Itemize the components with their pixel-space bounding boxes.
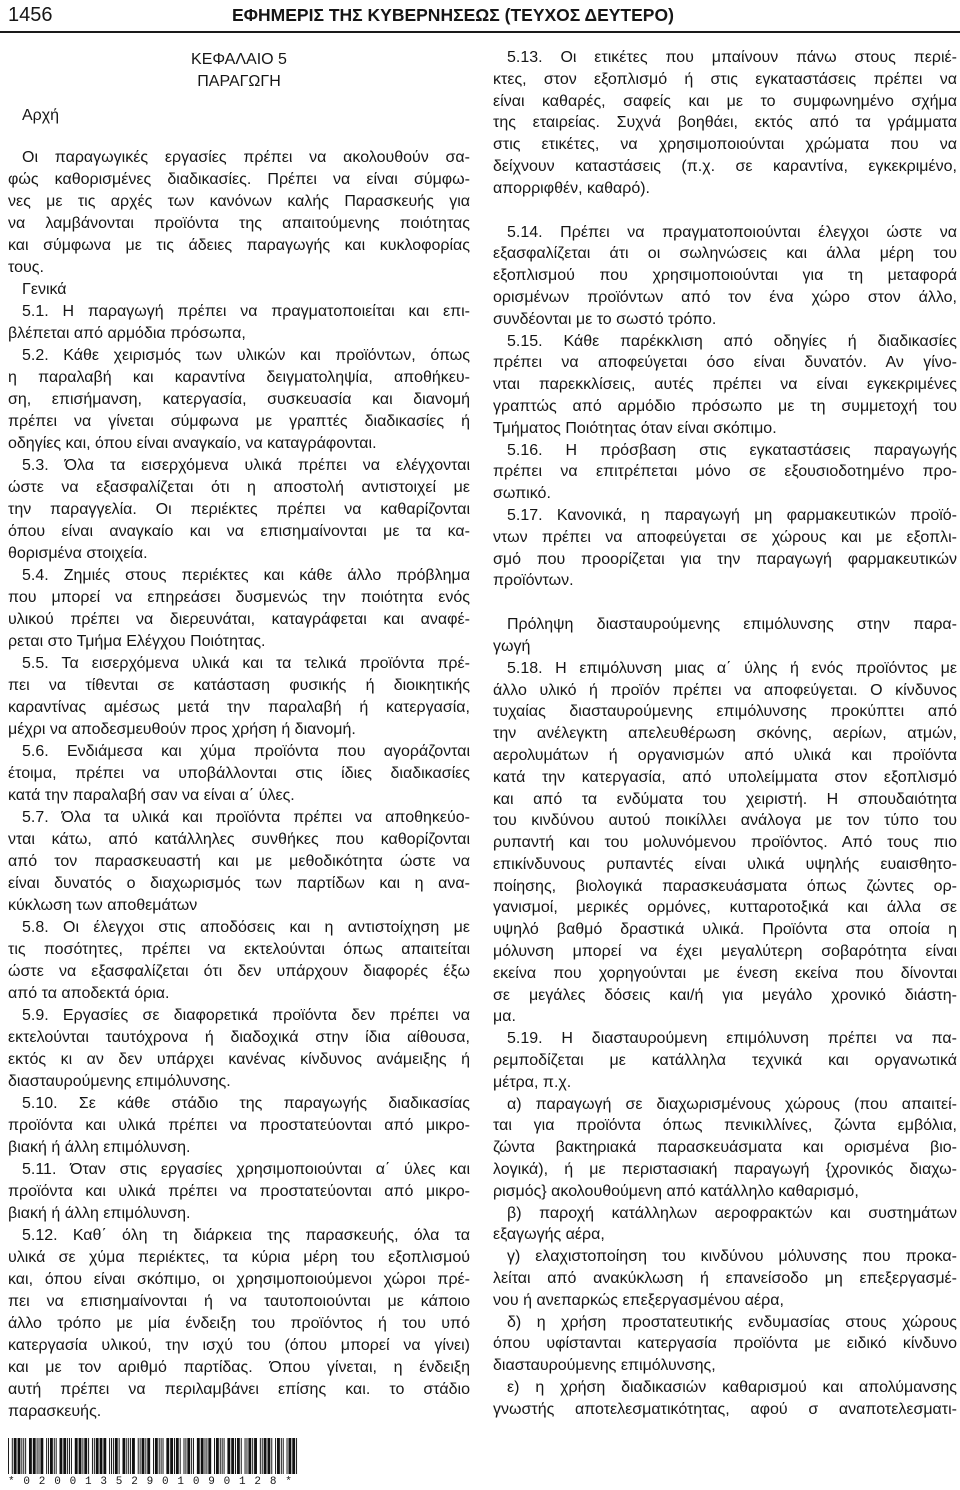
text-line: πει να τίθενται σε κατάσταση φυσικής ή διοικητικής xyxy=(8,677,470,694)
text-line: Οι παραγωγικές εργασίες πρέπει να ακολουθούν σα- xyxy=(22,149,470,166)
barcode-bar xyxy=(231,1438,234,1474)
text-line: μέχρι να αποδεσμευθούν προς χρήση ή διανομή. xyxy=(8,721,356,738)
paragraph-5-11 xyxy=(8,1159,470,1225)
text-line: εξασφαλίζεται άτι οι σωληνώσεις και άλλα μέρη του xyxy=(493,245,957,263)
text-line: βιακή ή άλλη επιμόλυνση. xyxy=(8,1205,191,1222)
barcode-bar xyxy=(147,1438,150,1474)
text-line: 5.17. Κανονικά, η παραγωγή μη φαρμακευτικών προϊό- xyxy=(507,506,957,524)
barcode-bar xyxy=(46,1438,47,1474)
barcode-bar xyxy=(216,1438,219,1474)
text-line: γνωστής αποτελεσματικότητας, αφού σ αναποτελεσματι- xyxy=(493,1400,957,1418)
text-line: κατά την παραλαβή σαν να είναι α΄ ύλες. xyxy=(8,787,295,804)
text-line: οδηγίες και, όπου είναι αναγκαίο, να καταγράφονται. xyxy=(8,435,377,452)
text-line: ώστε να εξασφαλίζεται ότι δεν υπάρχουν διαφορές έξω xyxy=(8,963,470,980)
barcode-bar xyxy=(288,1438,291,1474)
barcode-bar xyxy=(128,1438,129,1474)
text-line: ρισμός} ακολουθούμενη από κατάλληλο καθαρισμό, xyxy=(493,1182,859,1200)
barcode-bar xyxy=(287,1438,288,1474)
barcode-bar xyxy=(187,1438,190,1474)
barcode-bar xyxy=(262,1438,263,1474)
barcode-bar xyxy=(94,1438,95,1474)
text-line: λογικά), ή με περιστασιακή παραγωγή {χρονικός διαχω- xyxy=(493,1161,957,1179)
text-line: φώς καθορισμένες διαδικασίες. Πρέπει να είναι σύμφω- xyxy=(8,171,470,188)
text-line: την παραγγελία. Οι περιέκτες πρέπει να καθαρίζονται xyxy=(8,501,470,518)
barcode-bar xyxy=(145,1438,146,1474)
text-line: υλικά σε χύμα περιέκτες, τα κύρια μέρη του εξοπλισμού xyxy=(8,1249,470,1266)
text-line: μόλυνση μπορεί να έχει μεγαλύτερη σοβαρότητα είναι xyxy=(493,943,957,961)
paragraph-5-1 xyxy=(8,301,470,345)
barcode-bar xyxy=(237,1438,240,1474)
text-line: ποίησης, βιολογικά παρασκευάσματα όπως ζώντες ορ- xyxy=(493,877,957,895)
barcode-bar xyxy=(185,1438,186,1474)
paragraph-5-19-e xyxy=(493,1377,957,1421)
text-line: ρεται στο Τμήμα Ελέγχου Ποιότητας. xyxy=(8,633,266,650)
text-line: όπου είναι αναγκαίο και να επισημαίνονται με τα κα- xyxy=(8,523,470,540)
text-line: αερολυμάτων ή οργανισμών από υλικά και προϊόντα xyxy=(493,746,957,764)
text-line: πρέπει να επιτρέπεται μόνο σε εξουσιοδοτημένο προ- xyxy=(493,463,957,481)
paragraph-5-13 xyxy=(493,47,957,200)
text-line: άλλο υλικό ή προϊόν πρέπει να αποφεύγεται. Ο κίνδυνος xyxy=(493,681,957,699)
text-line: μέτρα, π.χ. xyxy=(493,1073,572,1091)
paragraph-intro xyxy=(8,147,470,279)
text-line: εξαγωγής αέρα, xyxy=(493,1226,605,1244)
heading-line: Αρχή xyxy=(22,107,60,124)
text-line: ζώντα βακτηριακά παρασκευάσματα και ορισμένα βιο- xyxy=(493,1139,957,1157)
barcode-bar xyxy=(56,1438,57,1474)
paragraph-5-16 xyxy=(493,440,957,505)
barcode-bar xyxy=(264,1438,267,1474)
text-line: συνδέονται με το σωστό τρόπο. xyxy=(493,310,717,328)
barcode-bar xyxy=(254,1438,257,1474)
text-line: από τον παρασκευαστή και με μεθοδικότητα ώστε να xyxy=(8,853,470,870)
paragraph-5-5 xyxy=(8,653,470,741)
barcode-bar xyxy=(67,1438,68,1474)
barcode-bar xyxy=(248,1438,251,1474)
barcode-bar xyxy=(140,1438,141,1474)
barcode-bar xyxy=(54,1438,55,1474)
barcode-bar xyxy=(33,1438,36,1474)
text-line: και, όπου είναι σκόπιμο, οι χρησιμοποιούμενοι χώροι πρέ- xyxy=(8,1271,470,1288)
text-line: άλλο τρόπο με μία ένδειξη του προϊόντος ή του υπό xyxy=(8,1315,470,1332)
barcode-bar xyxy=(122,1438,125,1474)
text-line: σμό που προορίζεται για την παραγωγή φαρμακευτικών xyxy=(493,550,957,568)
barcode-bar xyxy=(245,1438,246,1474)
barcode-bar xyxy=(260,1438,261,1474)
section-heading xyxy=(8,105,470,127)
text-line: δ) η χρήση προστατευτικής ενδυμασίας στους χώρους xyxy=(507,1313,957,1331)
text-line: πρέπει να αποφεύγεται όσο είναι δυνατόν. Αν γίνο- xyxy=(493,354,957,372)
barcode-bar xyxy=(214,1438,215,1474)
text-line: γ) ελαχιστοποίηση του κινδύνου μόλυνσης που προκα- xyxy=(507,1248,957,1266)
text-line: είναι καθαρές, σαφείς και με το συμφωνημένο σχήμα xyxy=(493,92,957,110)
section xyxy=(8,279,470,1423)
text-line: ορισμένων προϊόντων από τον ένα χώρο στον άλλο, xyxy=(493,288,957,306)
paragraph-5-9 xyxy=(8,1005,470,1093)
barcode-bar xyxy=(275,1438,276,1474)
text-line: καραντίνας αμέσως μετά την παραλαβή ή κατεργασία, xyxy=(8,699,470,716)
barcode-bar xyxy=(69,1438,70,1474)
barcode-bar xyxy=(142,1438,145,1474)
barcode-bar xyxy=(208,1438,211,1474)
text-line: τους. xyxy=(8,259,44,276)
text-line: υψηλό βαθμό δραστικά υλικά. Προϊόντα στα οποία η xyxy=(493,921,957,939)
text-line: και με τον αριθμό παρτίδας. Όπου γίνεται, η ένδειξη xyxy=(8,1359,470,1376)
text-line: ε) η χρήση διαδικασιών καθαρισμού και απολύμανσης xyxy=(507,1379,957,1397)
page-number: 1456 xyxy=(8,4,53,26)
barcode-bar xyxy=(88,1438,89,1474)
text-line: 5.10. Σε κάθε στάδιο της παραγωγής διαδικασίας xyxy=(22,1095,470,1112)
barcode-bar xyxy=(75,1438,78,1474)
barcode-bar xyxy=(8,1438,9,1474)
barcode-bar xyxy=(71,1438,72,1474)
right-column-body xyxy=(493,47,957,1421)
text-line: 5.12. Καθ΄ όλη τη διάρκεια της παρασκευής, όλα τα xyxy=(22,1227,470,1244)
section-heading xyxy=(8,279,470,301)
text-line: του κινδύνου αυτού ποικίλλει ανάλογα με τον τύπο του xyxy=(493,812,957,830)
text-line: δείχνουν καταστάσεις (π.χ. σε καραντίνα, εγκεκριμένο, xyxy=(493,157,957,175)
barcode-bar xyxy=(193,1438,194,1474)
text-line: βλέπεται από αρμόδια πρόσωπα, xyxy=(8,325,246,342)
text-line: της εταιρείας. Συχνά βοηθάει, εκτός από τα γράμματα xyxy=(493,114,957,132)
barcode-bar xyxy=(132,1438,135,1474)
text-line: γραπτώς από αρμόδιο πρόσωπο με τη συμμετοχή του xyxy=(493,397,957,415)
text-line: ται για προϊόντα όπως πενικιλλίνες, ζώντα εμβόλια, xyxy=(493,1117,957,1135)
barcode xyxy=(8,1438,298,1474)
right-column xyxy=(493,47,957,1421)
text-line: 5.5. Τα εισερχόμενα υλικά και τα τελικά προϊόντα πρέ- xyxy=(22,655,470,672)
text-line: να λαμβάνονται προϊόντα της απαιτούμενης ποιότητας xyxy=(8,215,470,232)
barcode-bar xyxy=(23,1438,24,1474)
text-line: προϊόντα και υλικά πρέπει να προστατεύονται από μικρο- xyxy=(8,1183,470,1200)
text-line: που μπορεί να επηρεάσει δυσμενώς την ποιότητα ενός xyxy=(8,589,470,606)
text-line: ρεμποδίζεται με κατάλληλα τεχνικά και οργανωτικά xyxy=(493,1052,957,1070)
text-line: 5.9. Εργασίες σε διαφορετικά προϊόντα δεν πρέπει να xyxy=(22,1007,470,1024)
gazette-title: ΕΦΗΜΕΡΙΣ ΤΗΣ ΚΥΒΕΡΝΗΣΕΩΣ (ΤΕΥΧΟΣ ΔΕΥΤΕΡΟ) xyxy=(232,5,674,25)
paragraph-5-12 xyxy=(8,1225,470,1423)
text-line: διασταυρούμενης επιμόλυνσης, xyxy=(493,1357,716,1375)
text-line: εξοπλισμού που χρησιμοποιούνται για τη μεταφορά xyxy=(493,267,957,285)
text-line: θορισμένα στοιχεία. xyxy=(8,545,148,562)
barcode-bar xyxy=(126,1438,127,1474)
text-line: ώστε να εξασφαλίζεται ότι η αποστολή αντιστοιχεί με xyxy=(8,479,470,496)
barcode-bar xyxy=(267,1438,270,1474)
barcode-bar xyxy=(96,1438,99,1474)
text-line: κατεργασία υλικού, την ισχύ του (όπου μπορεί να γίνει) xyxy=(8,1337,470,1354)
text-line: 5.3. Όλα τα εισερχόμενα υλικά πρέπει να ελέγχονται xyxy=(22,457,470,474)
text-line: κατά την κατεργασία, από υπολείμματα στον εξοπλισμό xyxy=(493,768,957,786)
barcode-bar xyxy=(176,1438,179,1474)
barcode-bar xyxy=(163,1438,164,1474)
text-line: σε μεγάλες δόσεις και/ή για μεγάλο χρονικό διάστη- xyxy=(493,986,957,1004)
header-rule xyxy=(0,31,960,33)
paragraph-5-10 xyxy=(8,1093,470,1159)
text-line: όπου υφίστανται κατεργασία προϊόντα με ειδικό κίνδυνο xyxy=(493,1335,957,1353)
text-line: 5.7. Όλα τα υλικά και προϊόντα πρέπει να αποθηκεύο- xyxy=(22,809,470,826)
heading-line: γωγή xyxy=(493,637,531,655)
text-line: 5.8. Οι έλεγχοι στις αποδόσεις και η αντιστοίχηση με xyxy=(22,919,470,936)
text-line: εκτελούνται ταυτόχρονα ή διαδοχικά στην ίδια αίθουσα, xyxy=(8,1029,470,1046)
paragraph-5-19-b xyxy=(493,1203,957,1247)
barcode-bar xyxy=(222,1438,223,1474)
text-line: την ανέλεγκτη απελευθέρωση σκόνης, αερίων, ατμών, xyxy=(493,725,957,743)
text-line: νου ή ανεπαρκώς επεξεργασμένου αέρα, xyxy=(493,1291,784,1309)
barcode-bar xyxy=(63,1438,66,1474)
text-line: είναι δυνατός ο διαχωρισμός των παρτίδων και η ανα- xyxy=(8,875,470,892)
text-line: νες με τις αρχές των κανόνων καλής Παρασκευής για xyxy=(8,193,470,210)
text-line: εκείνα που χορηγούνται με ένεση εκείνα που δίνονται xyxy=(493,964,957,982)
section xyxy=(493,614,957,1420)
barcode-bar xyxy=(292,1438,295,1474)
barcode-bar xyxy=(170,1438,173,1474)
barcode-bar xyxy=(39,1438,40,1474)
barcode-bar xyxy=(205,1438,206,1474)
barcode-bar xyxy=(12,1438,13,1474)
heading-line: Πρόληψη διασταυρούμενης επιμόλυνσης στην παρα- xyxy=(507,616,957,634)
paragraph-5-3 xyxy=(8,455,470,565)
text-line: β) παροχή κατάλληλων αεροφρακτών και συστημάτων xyxy=(507,1204,957,1222)
text-line: νται κάτω, από κατάλληλες συνθήκες που καθορίζονται xyxy=(8,831,470,848)
barcode-bar xyxy=(201,1438,204,1474)
barcode-bar xyxy=(100,1438,103,1474)
text-line: 5.4. Ζημιές στους περιέκτες και κάθε άλλο πρόβλημα xyxy=(22,567,470,584)
barcode-bar xyxy=(180,1438,181,1474)
barcode-bar xyxy=(18,1438,21,1474)
text-line: 5.6. Ενδιάμεσα και χύμα προϊόντα που αγοράζονται xyxy=(22,743,470,760)
text-line: 5.13. Οι ετικέτες που μπαίνουν πάνω στους περιέ- xyxy=(507,49,957,66)
paragraph-5-19-d xyxy=(493,1312,957,1377)
barcode-bar xyxy=(14,1438,17,1474)
barcode-bar xyxy=(109,1438,110,1474)
text-line: υλικού πρέπει να διερευνάται, καταγράφεται και αναφέ- xyxy=(8,611,470,628)
text-line: μα. xyxy=(493,1008,516,1026)
barcode-bar xyxy=(271,1438,272,1474)
left-column-body xyxy=(8,105,470,1423)
text-line: πει να επισημαίνονται ή να ταυτοποιούνται με κάποιο xyxy=(8,1293,470,1310)
text-line: επικίνδυνους ρυπαντές είναι υλικά υψηλής ευαισθητο- xyxy=(493,855,957,873)
chapter-label: ΚΕΦΑΛΑΙΟ 5 xyxy=(191,51,287,68)
barcode-bar xyxy=(79,1438,82,1474)
paragraph-5-19-c xyxy=(493,1246,957,1311)
text-line: ντων πρέπει να αποφεύγεται σε χώρους και με εξοπλι- xyxy=(493,528,957,546)
text-line: κύκλωση των αποθεμάτων xyxy=(8,897,198,914)
barcode-number: *02001352901090128* xyxy=(8,1476,301,1488)
barcode-bar xyxy=(246,1438,247,1474)
text-line: κτες, στον εξοπλισμό ή στις εγκαταστάσεις πρέπει να xyxy=(493,70,957,88)
text-line: αυτή πρέπει να περιλαμβάνει επίσης και. το στάδιο xyxy=(8,1381,470,1398)
barcode-bar xyxy=(50,1438,53,1474)
text-line: στις ετικέτες, να χρησιμοποιούνται χρώματα που να xyxy=(493,136,957,154)
text-line: 5.18. Η επιμόλυνση μιας α΄ ύλης ή ενός προϊόντος με xyxy=(507,659,957,677)
text-line: προϊόντων. xyxy=(493,572,574,590)
text-line: και από τα ενδύματα του χειριστή. Η σπουδαιότητα xyxy=(493,790,957,808)
text-line: παρασκευής. xyxy=(8,1403,102,1420)
barcode-bar xyxy=(166,1438,169,1474)
barcode-bar xyxy=(84,1438,87,1474)
text-line: 5.19. Η διασταυρούμενη επιμόλυνση πρέπει να πα- xyxy=(507,1030,957,1048)
barcode-bar xyxy=(138,1438,139,1474)
text-line: και σύμφωνα με τις άδειες παραγωγής και κυκλοφορίας xyxy=(8,237,470,254)
barcode-bar xyxy=(155,1438,158,1474)
barcode-bar xyxy=(296,1438,297,1474)
text-line: 5.15. Κάθε παρέκκλιση από οδηγίες ή διαδικασίες xyxy=(507,332,957,350)
paragraph-5-6 xyxy=(8,741,470,807)
barcode-bar xyxy=(130,1438,131,1474)
barcode-bar xyxy=(184,1438,185,1474)
barcode-bar xyxy=(281,1438,282,1474)
section xyxy=(493,222,957,593)
text-line: τις ποσότητες, πρέπει να εκτελούνται όπως απαιτείται xyxy=(8,941,470,958)
text-line: λείται από ανακύκλωση ή επανείσοδο μη επεξεργασμέ- xyxy=(493,1270,957,1288)
text-line: από τα αποδεκτά όρια. xyxy=(8,985,170,1002)
left-column xyxy=(8,49,470,1423)
barcode-bar xyxy=(153,1438,154,1474)
barcode-bar xyxy=(82,1438,83,1474)
barcode-bar xyxy=(206,1438,207,1474)
barcode-bar xyxy=(37,1438,38,1474)
barcode-bar xyxy=(92,1438,93,1474)
paragraph-5-17 xyxy=(493,505,957,592)
barcode-bar xyxy=(220,1438,221,1474)
text-line: 5.2. Κάθε χειρισμός των υλικών και προϊόντων, όπως xyxy=(22,347,470,364)
barcode-bar xyxy=(60,1438,63,1474)
paragraph-5-2 xyxy=(8,345,470,455)
barcode-bar xyxy=(277,1438,280,1474)
paragraph-5-19 xyxy=(493,1028,957,1093)
text-line: βιακή ή άλλη επιμόλυνση. xyxy=(8,1139,191,1156)
section xyxy=(493,47,957,200)
text-line: 5.1. Η παραγωγή πρέπει να πραγματοποιείται και επι- xyxy=(22,303,470,320)
barcode-bar xyxy=(25,1438,26,1474)
section xyxy=(8,105,470,279)
barcode-bar xyxy=(113,1438,114,1474)
paragraph-5-8 xyxy=(8,917,470,1005)
text-line: διασταυρούμενης επιμόλυνσης. xyxy=(8,1073,231,1090)
paragraph-5-4 xyxy=(8,565,470,653)
barcode-bar xyxy=(235,1438,236,1474)
barcode-bar xyxy=(159,1438,160,1474)
text-line: πρέπει να γίνεται σύμφωνα με γραπτές διαδικασίες ή xyxy=(8,413,470,430)
text-line: σωπικό. xyxy=(493,485,551,503)
barcode-bar xyxy=(197,1438,200,1474)
text-line: τυχαίας διασταυρούμενης επιμόλυνσης προκύπτει από xyxy=(493,703,957,721)
text-line: νται παρεκκλίσεις, αυτές πρέπει να είναι εγκεκριμένες xyxy=(493,376,957,394)
text-line: 5.14. Πρέπει να πραγματοποιούνται έλεγχοι ώστε να xyxy=(507,223,957,241)
barcode-bar xyxy=(161,1438,162,1474)
text-line: α) παραγωγή σε διαχωρισμένους χώρους (που απαιτεί- xyxy=(507,1095,957,1113)
barcode-bar xyxy=(115,1438,118,1474)
text-line: ρυπαντή και του μολυνόμενου προϊόντος. Από τους πιο xyxy=(493,834,957,852)
paragraph-5-15 xyxy=(493,331,957,440)
text-line: 5.11. Όταν στις εργασίες χρησιμοποιούνται α΄ ύλες και xyxy=(22,1161,470,1178)
barcode-bar xyxy=(241,1438,242,1474)
text-line: εκτός κι αν δεν υπάρχει κανένας κίνδυνος ανάμειξης ή xyxy=(8,1051,470,1068)
text-line: απορριφθέν, καθαρό). xyxy=(493,179,650,197)
barcode-bar xyxy=(29,1438,32,1474)
barcode-bar xyxy=(111,1438,112,1474)
text-line: έτοιμα, πρέπει να υποβάλλονται στις ίδιες διαδικασίες xyxy=(8,765,470,782)
barcode-bar xyxy=(119,1438,120,1474)
barcode-bar xyxy=(48,1438,49,1474)
barcode-bar xyxy=(21,1438,22,1474)
heading-line: Γενικά xyxy=(22,281,67,298)
barcode-bar xyxy=(224,1438,225,1474)
text-line: 5.16. Η πρόσβαση στις εγκαταστάσεις παραγωγής xyxy=(507,441,957,459)
paragraph-5-19-a xyxy=(493,1094,957,1203)
barcode-bar xyxy=(252,1438,253,1474)
chapter-title: ΠΑΡΑΓΩΓΗ xyxy=(197,73,281,90)
barcode-bar xyxy=(191,1438,192,1474)
barcode-bar xyxy=(174,1438,175,1474)
paragraph-5-7 xyxy=(8,807,470,917)
paragraph-5-18 xyxy=(493,658,957,1029)
barcode-bar xyxy=(227,1438,230,1474)
barcode-bar xyxy=(103,1438,106,1474)
barcode-bar xyxy=(40,1438,43,1474)
text-line: προϊόντα και υλικά πρέπει να προστατεύονται από μικρο- xyxy=(8,1117,470,1134)
barcode-bar xyxy=(283,1438,284,1474)
text-line: γανισμοί, μερικές ορμόνες, κυτταροτοξικά και άλλα σε xyxy=(493,899,957,917)
text-line: η παραλαβή και καραντίνα δειγματοληψία, αποθήκευ- xyxy=(8,369,470,386)
section-heading xyxy=(493,614,957,658)
paragraph-5-14 xyxy=(493,222,957,331)
text-line: Τμήματος Ποιότητας όταν είναι σκόπιμο. xyxy=(493,419,777,437)
text-line: ση, επισήμανση, κατεργασία, συσκευασία και διανομή xyxy=(8,391,470,408)
